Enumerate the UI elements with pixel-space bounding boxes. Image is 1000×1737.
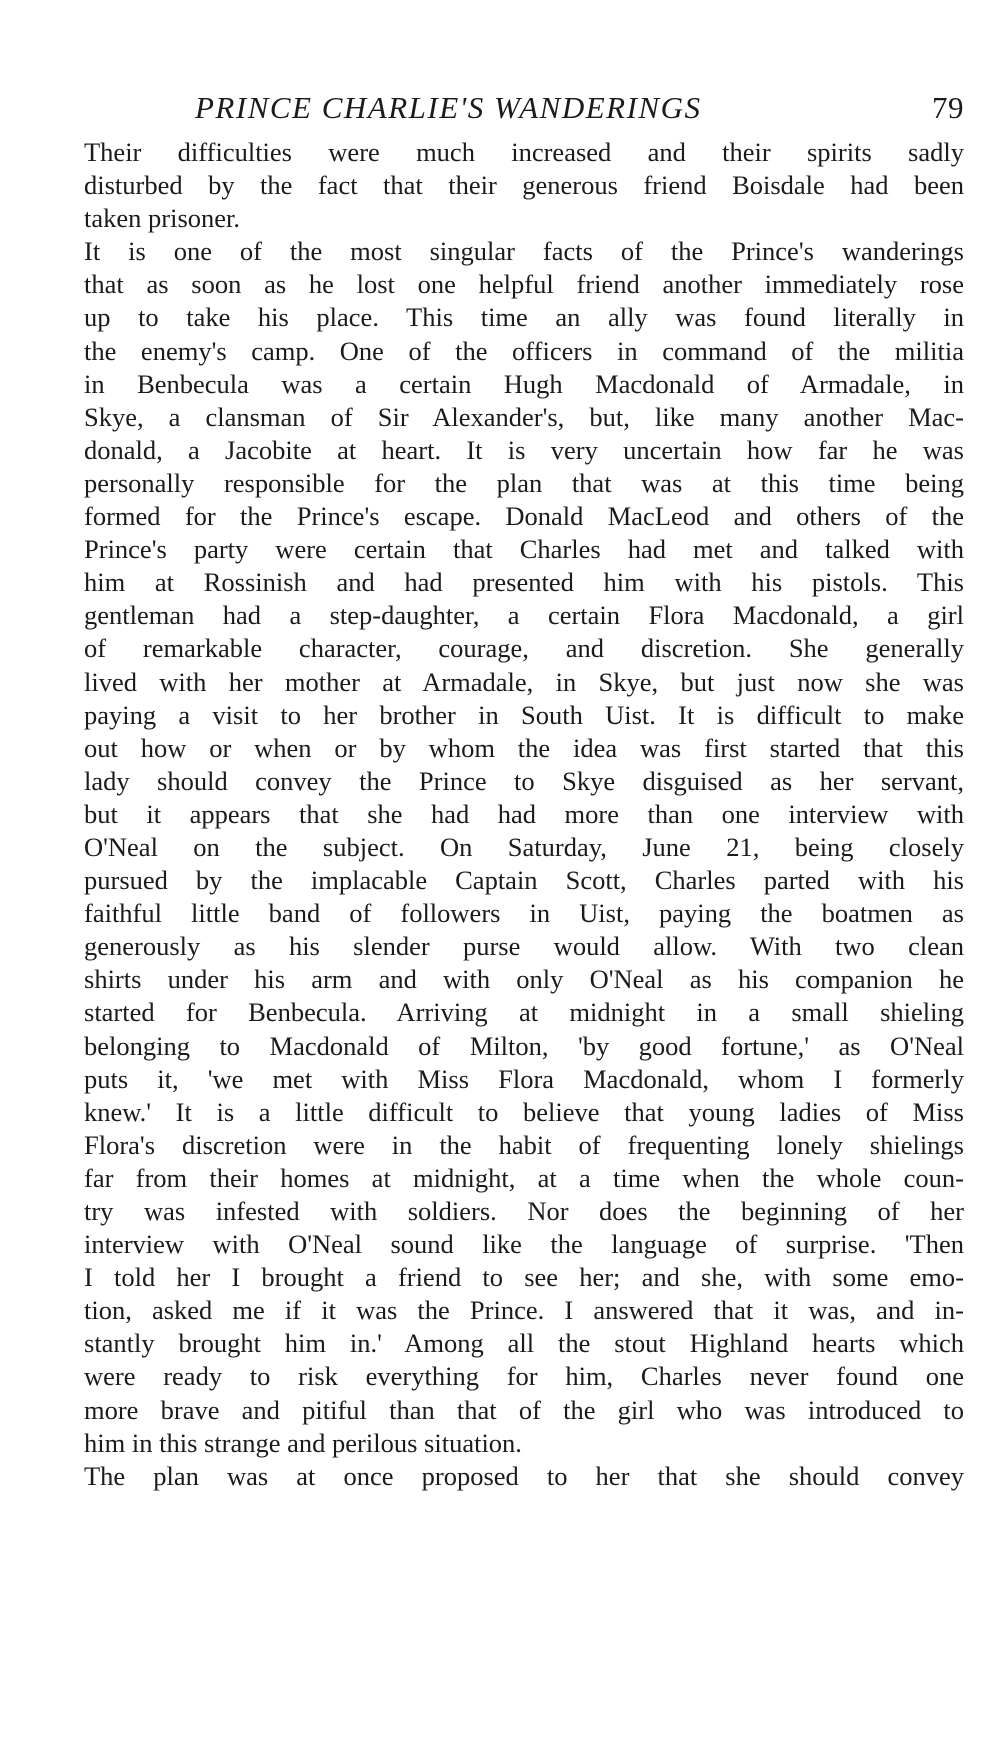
text-line: I told her I brought a friend to see her; and she, with some emo-	[84, 1262, 964, 1293]
text-line: started for Benbecula. Arriving at midnight in a small shieling	[84, 997, 964, 1028]
text-line: lived with her mother at Armadale, in Skye, but just now she was	[84, 666, 964, 697]
text-line: far from their homes at midnight, at a time when the whole coun-	[84, 1162, 964, 1193]
text-line: taken prisoner.	[84, 203, 241, 234]
text-line: generously as his slender purse would allow. With two clean	[84, 931, 964, 962]
text-line: O'Neal on the subject. On Saturday, June 21, being closely	[84, 831, 964, 862]
paragraph	[38, 1460, 964, 1493]
text-line: Flora's discretion were in the habit of frequenting lonely shielings	[84, 1129, 964, 1160]
text-line: Their difficulties were much increased and their spirits sadly	[84, 137, 964, 167]
text-line: him in this strange and perilous situation.	[84, 1427, 522, 1458]
running-head-title: PRINCE CHARLIE'S WANDERINGS	[195, 90, 702, 125]
text-line: stantly brought him in.' Among all the stout Highland hearts which	[84, 1328, 964, 1359]
paragraph	[38, 235, 964, 1459]
text-line: the enemy's camp. One of the officers in command of the militia	[84, 335, 964, 366]
running-head	[38, 88, 964, 128]
text-line: belonging to Macdonald of Milton, 'by good fortune,' as O'Neal	[84, 1030, 964, 1061]
text-line: of remarkable character, courage, and discretion. She generally	[84, 633, 964, 664]
text-line: personally responsible for the plan that was at this time being	[84, 467, 964, 498]
text-line: gentleman had a step-daughter, a certain Flora Macdonald, a girl	[84, 600, 964, 631]
text-line: were ready to risk everything for him, Charles never found one	[84, 1361, 964, 1392]
text-line: more brave and pitiful than that of the girl who was introduced to	[84, 1394, 964, 1425]
text-line: him at Rossinish and had presented him with his pistols. This	[84, 567, 964, 598]
text-line: paying a visit to her brother in South Uist. It is difficult to make	[84, 699, 964, 730]
text-line: pursued by the implacable Captain Scott, Charles parted with his	[84, 865, 964, 896]
text-line: It is one of the most singular facts of the Prince's wanderings	[84, 236, 964, 267]
text-line: The plan was at once proposed to her that she should convey	[84, 1460, 964, 1491]
text-line: lady should convey the Prince to Skye disguised as her servant,	[84, 765, 964, 796]
text-line: up to take his place. This time an ally was found literally in	[84, 302, 964, 333]
text-line: formed for the Prince's escape. Donald MacLeod and others of the	[84, 501, 964, 532]
book-page	[38, 88, 964, 1493]
text-line: donald, a Jacobite at heart. It is very uncertain how far he was	[84, 434, 964, 465]
text-line: disturbed by the fact that their generous friend Boisdale had been	[84, 170, 964, 201]
text-line: that as soon as he lost one helpful friend another immediately rose	[84, 269, 964, 300]
text-line: Skye, a clansman of Sir Alexander's, but, like many another Mac-	[84, 401, 964, 432]
text-line: try was infested with soldiers. Nor does the beginning of her	[84, 1196, 964, 1226]
text-line: Prince's party were certain that Charles had met and talked with	[84, 534, 964, 565]
text-line: knew.' It is a little difficult to believe that young ladies of Miss	[84, 1096, 964, 1127]
text-line: but it appears that she had had more than one interview with	[84, 798, 964, 829]
text-line: out how or when or by whom the idea was first started that this	[84, 732, 964, 763]
text-line: puts it, 'we met with Miss Flora Macdonald, whom I formerly	[84, 1063, 964, 1094]
text-line: interview with O'Neal sound like the language of surprise. 'Then	[84, 1229, 964, 1260]
text-line: tion, asked me if it was the Prince. I answered that it was, and in-	[84, 1295, 964, 1326]
text-line: shirts under his arm and with only O'Neal as his companion he	[84, 964, 964, 995]
paragraph	[38, 136, 964, 235]
text-line: faithful little band of followers in Uist, paying the boatmen as	[84, 898, 964, 929]
page-number: 79	[932, 90, 964, 125]
text-line: in Benbecula was a certain Hugh Macdonald of Armadale, in	[84, 368, 964, 399]
body-text	[38, 136, 964, 1493]
